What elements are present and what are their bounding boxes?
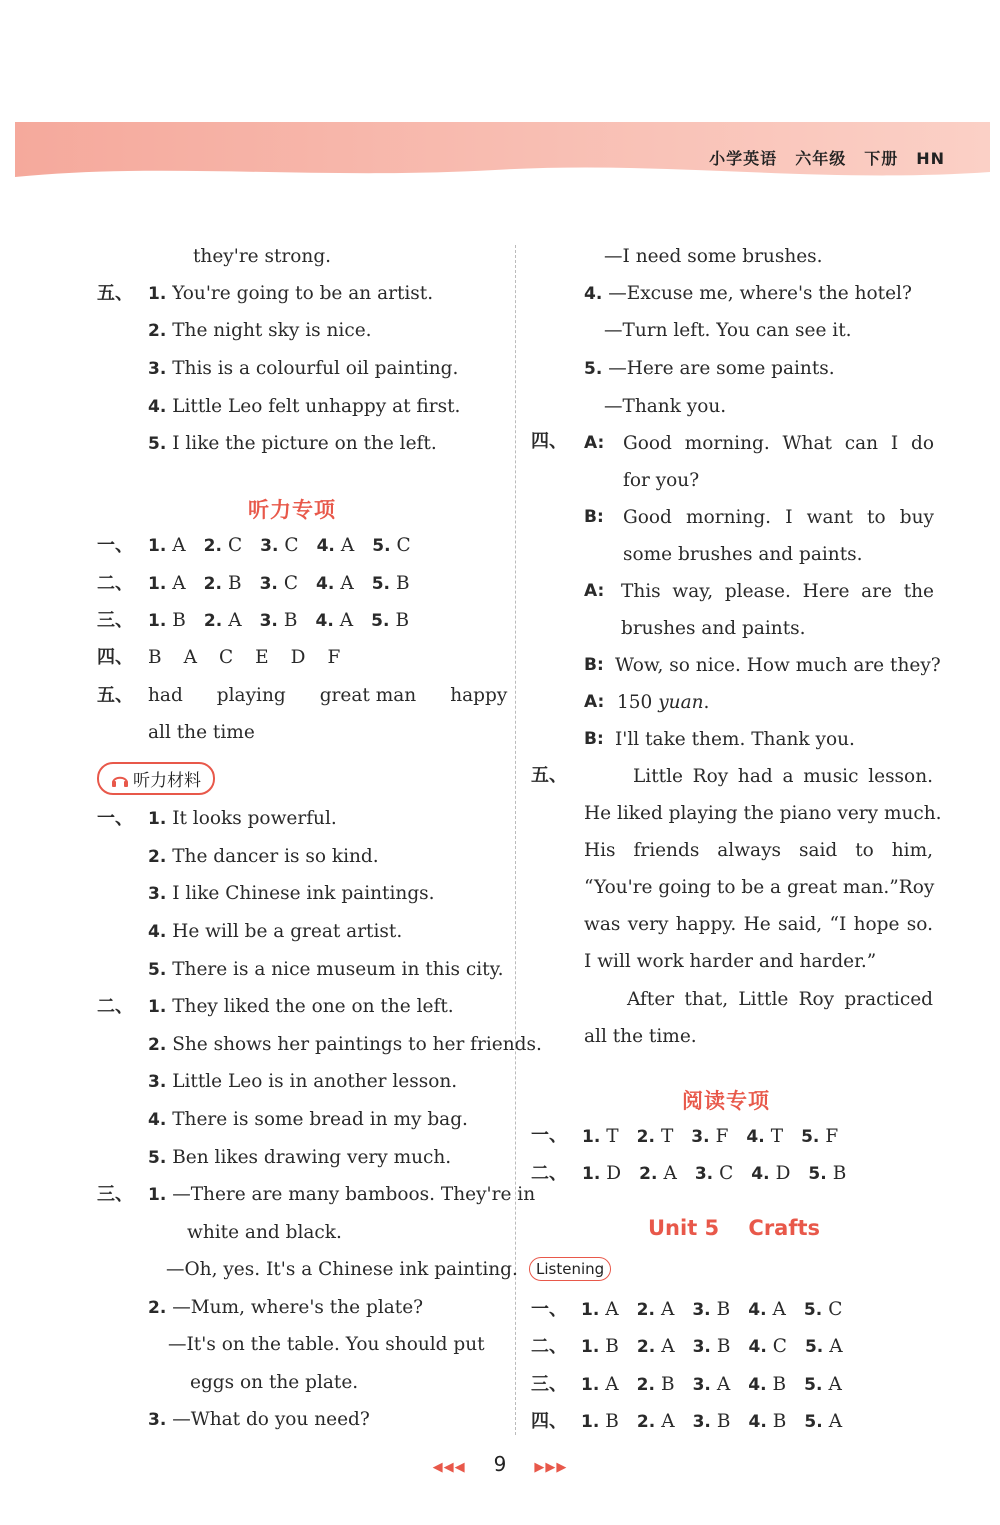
speaker-label: B: bbox=[584, 729, 604, 749]
answer-row: 1. B 2. A 3. B 4. B 5. A bbox=[581, 1411, 843, 1432]
dialogue-line: I'll take them. Thank you. bbox=[615, 729, 855, 750]
page-footer bbox=[0, 1452, 1000, 1476]
listening-pill: Listening bbox=[529, 1257, 611, 1281]
dialogue-line: —Turn left. You can see it. bbox=[604, 320, 852, 341]
list-item: 2. The dancer is so kind. bbox=[148, 846, 379, 867]
unit-title: Unit 5 Crafts bbox=[648, 1216, 821, 1240]
dialogue-line: —I need some brushes. bbox=[604, 246, 823, 267]
section-label: 一、 bbox=[97, 535, 133, 556]
dialogue-line: 150 yuan. bbox=[617, 692, 710, 713]
dialogue-line: 3. —What do you need? bbox=[148, 1409, 370, 1430]
passage-line: Little Roy had a music lesson. bbox=[633, 766, 933, 787]
section-heading-listening: 听力专项 bbox=[248, 498, 336, 522]
section-label: 二、 bbox=[531, 1336, 567, 1357]
section-label: 四、 bbox=[531, 1411, 567, 1432]
list-item: 4. He will be a great artist. bbox=[148, 921, 403, 942]
section-label: 四、 bbox=[97, 647, 133, 668]
list-item: 2. The night sky is nice. bbox=[148, 320, 372, 341]
answer-row: 1. A 2. C 3. C 4. A 5. C bbox=[148, 535, 411, 556]
section-label: 二、 bbox=[531, 1163, 567, 1184]
dialogue-line: for you? bbox=[623, 470, 700, 491]
dialogue-line: —Oh, yes. It's a Chinese ink painting. bbox=[166, 1259, 518, 1280]
header-grade: 六年级 bbox=[795, 149, 847, 168]
headphones-icon bbox=[111, 772, 129, 788]
passage-line: I will work harder and harder.” bbox=[584, 951, 877, 972]
dialogue-line: some brushes and paints. bbox=[623, 544, 863, 565]
speaker-label: A: bbox=[584, 433, 605, 453]
answer-row: 1. T 2. T 3. F 4. T 5. F bbox=[582, 1126, 839, 1147]
speaker-label: B: bbox=[584, 507, 604, 527]
list-item: 1. It looks powerful. bbox=[148, 808, 337, 829]
word-row: had playing great man happy bbox=[148, 685, 508, 706]
header-edition: HN bbox=[916, 149, 945, 168]
word-row-continuation: all the time bbox=[148, 722, 255, 743]
answer-row: 1. A 2. B 3. A 4. B 5. A bbox=[581, 1374, 842, 1395]
section-label: 三、 bbox=[531, 1374, 567, 1395]
page-number: 9 bbox=[493, 1452, 507, 1476]
list-item: 5. I like the picture on the left. bbox=[148, 433, 437, 454]
dialogue-line: 1. —There are many bamboos. They're in bbox=[148, 1184, 536, 1205]
section-heading-reading: 阅读专项 bbox=[682, 1089, 770, 1113]
answer-row: 1. B 2. A 3. B 4. A 5. B bbox=[148, 610, 410, 631]
list-item: 1. You're going to be an artist. bbox=[148, 283, 434, 304]
list-item: 3. Little Leo is in another lesson. bbox=[148, 1071, 458, 1092]
passage-line: After that, Little Roy practiced bbox=[627, 989, 933, 1010]
list-item: 2. She shows her paintings to her friends. bbox=[148, 1034, 542, 1055]
answer-row: 1. B 2. A 3. B 4. C 5. A bbox=[581, 1336, 843, 1357]
answer-row: 1. A 2. B 3. C 4. A 5. B bbox=[148, 573, 410, 594]
dialogue-line: 2. —Mum, where's the plate? bbox=[148, 1297, 424, 1318]
list-item: 4. There is some bread in my bag. bbox=[148, 1109, 468, 1130]
passage-line: His friends always said to him, bbox=[584, 840, 933, 861]
section-label: 五、 bbox=[97, 283, 133, 304]
speaker-label: A: bbox=[584, 581, 605, 601]
passage-line: was very happy. He said, “I hope so. bbox=[584, 914, 933, 935]
section-label: 一、 bbox=[97, 808, 133, 829]
section-label: 五、 bbox=[97, 685, 133, 706]
list-item: 1. They liked the one on the left. bbox=[148, 996, 454, 1017]
dialogue-line: 4. —Excuse me, where's the hotel? bbox=[584, 283, 912, 304]
dialogue-line: Good morning. What can I do bbox=[623, 433, 934, 454]
material-pill: 听力材料 bbox=[97, 762, 215, 795]
section-label: 三、 bbox=[97, 610, 133, 631]
passage-line: He liked playing the piano very much. bbox=[584, 803, 942, 824]
answer-row: 1. A 2. A 3. B 4. A 5. C bbox=[581, 1299, 843, 1320]
dialogue-line: This way, please. Here are the bbox=[621, 581, 934, 602]
section-label: 三、 bbox=[97, 1184, 133, 1205]
section-label: 五、 bbox=[531, 765, 567, 786]
dialogue-line: —It's on the table. You should put bbox=[168, 1334, 485, 1355]
dialogue-line: white and black. bbox=[187, 1222, 342, 1243]
passage-line: “You're going to be a great man.”Roy bbox=[584, 877, 935, 898]
speaker-label: A: bbox=[584, 692, 605, 712]
header-volume: 下册 bbox=[864, 149, 899, 168]
prev-arrows-icon: ◀◀◀ bbox=[432, 1460, 466, 1475]
list-item: 3. This is a colourful oil painting. bbox=[148, 358, 459, 379]
letter-row: B A C E D F bbox=[148, 647, 341, 668]
dialogue-line: Good morning. I want to buy bbox=[623, 507, 934, 528]
section-label: 一、 bbox=[531, 1299, 567, 1320]
section-label: 二、 bbox=[97, 573, 133, 594]
list-item: 3. I like Chinese ink paintings. bbox=[148, 883, 435, 904]
continuation-line: they're strong. bbox=[193, 246, 332, 267]
list-item: 5. There is a nice museum in this city. bbox=[148, 959, 504, 980]
list-item: 4. Little Leo felt unhappy at first. bbox=[148, 396, 461, 417]
dialogue-line: brushes and paints. bbox=[621, 618, 806, 639]
dialogue-line: eggs on the plate. bbox=[190, 1372, 359, 1393]
dialogue-line: 5. —Here are some paints. bbox=[584, 358, 835, 379]
column-divider bbox=[515, 245, 516, 1435]
header-title bbox=[691, 146, 945, 169]
dialogue-line: —Thank you. bbox=[604, 396, 727, 417]
speaker-label: B: bbox=[584, 655, 604, 675]
next-arrows-icon: ▶▶▶ bbox=[534, 1460, 568, 1475]
passage-line: all the time. bbox=[584, 1026, 697, 1047]
header-subject: 小学英语 bbox=[709, 149, 778, 168]
section-label: 二、 bbox=[97, 996, 133, 1017]
list-item: 5. Ben likes drawing very much. bbox=[148, 1147, 452, 1168]
answer-row: 1. D 2. A 3. C 4. D 5. B bbox=[582, 1163, 847, 1184]
section-label: 一、 bbox=[531, 1125, 567, 1146]
section-label: 四、 bbox=[531, 431, 567, 452]
dialogue-line: Wow, so nice. How much are they? bbox=[615, 655, 941, 676]
